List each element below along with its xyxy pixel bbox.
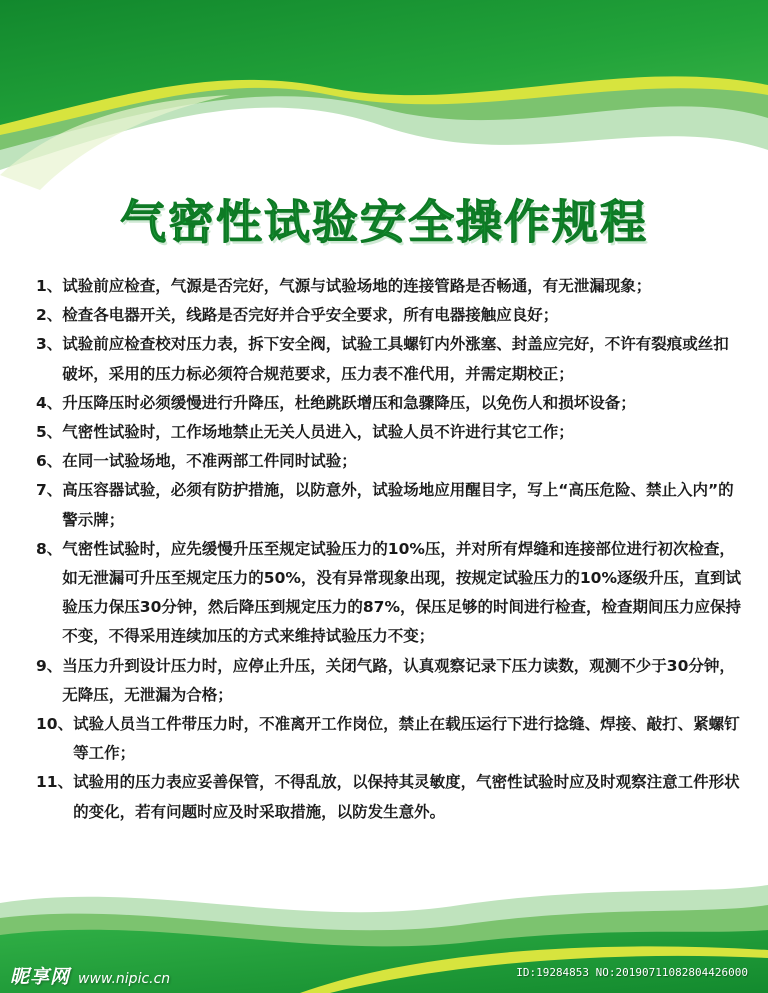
rule-text: 检查各电器开关，线路是否完好并合乎安全要求，所有电器接触应良好； [62, 306, 559, 325]
list-item [36, 652, 741, 710]
rule-number: 11、 [36, 773, 74, 792]
rule-number: 8、 [36, 539, 63, 558]
rules-list [36, 272, 741, 827]
rule-number: 7、 [36, 481, 63, 500]
rule-text: 当压力升到设计压力时，应停止升压，关闭气路，认真观察记录下压力读数，观测不少于30分钟，无降压，无泄漏为合格； [62, 656, 735, 704]
rule-text: 升压降压时必须缓慢进行升降压，杜绝跳跃增压和急骤降压，以免伤人和损坏设备； [62, 393, 636, 412]
list-item [36, 710, 741, 768]
list-item [36, 330, 741, 388]
watermark [10, 962, 170, 989]
list-item [36, 447, 741, 476]
image-id-tag: ID:19284853 NO:20190711082804426000 [516, 966, 748, 979]
list-item [36, 418, 741, 447]
rule-text: 试验用的压力表应妥善保管，不得乱放，以保持其灵敏度，气密性试验时应及时观察注意工件形状的变化，若有问题时应及时采取措施，以防发生意外。 [73, 773, 740, 821]
rule-number: 3、 [36, 335, 63, 354]
list-item [36, 476, 741, 534]
rule-number: 6、 [36, 452, 63, 471]
watermark-brand: 昵享网 [10, 966, 71, 988]
rule-number: 1、 [36, 277, 63, 295]
rule-text: 试验人员当工件带压力时，不准离开工作岗位，禁止在载压运行下进行捻缝、焊接、敲打、紧螺钉等工作； [73, 715, 740, 763]
rule-number: 9、 [36, 656, 63, 675]
list-item [36, 535, 741, 652]
rule-text: 气密性试验时，工作场地禁止无关人员进入，试验人员不许进行其它工作； [62, 423, 574, 442]
rule-text: 高压容器试验，必须有防护措施，以防意外，试验场地应用醒目字，写上“高压危险、禁止入内”的警示牌； [62, 481, 734, 529]
rule-text: 在同一试验场地，不准两部工件同时试验； [62, 452, 357, 471]
rule-number: 5、 [36, 423, 63, 442]
rule-text: 试验前应检查，气源是否完好，气源与试验场地的连接管路是否畅通，有无泄漏现象； [62, 277, 652, 295]
list-item [36, 301, 741, 330]
list-item [36, 389, 741, 418]
rule-number: 10、 [36, 715, 74, 734]
rule-number: 2、 [36, 306, 63, 325]
list-item [36, 768, 741, 826]
rule-text: 气密性试验时，应先缓慢升压至规定试验压力的10%压，并对所有焊缝和连接部位进行初次检查，如无泄漏可升压至规定压力的50%，没有异常现象出现，按规定试验压力的10%逐级升压，直到试验压力保压30分钟，然后降压到规定压力的87%，保压足够的时间进行检查，检查期间压力应保持不变，不得采用连续加压的方式来维持试验压力不变； [62, 539, 742, 646]
rule-number: 4、 [36, 393, 63, 412]
rule-text: 试验前应检查校对压力表，拆下安全阀，试验工具螺钉内外涨塞、封盖应完好，不许有裂痕或丝扣破坏，采用的压力标必须符合规范要求，压力表不准代用，并需定期校正； [62, 335, 729, 383]
page-title: 气密性试验安全操作规程 [120, 195, 648, 249]
list-item [36, 272, 741, 301]
watermark-url: www.nipic.cn [78, 971, 171, 987]
